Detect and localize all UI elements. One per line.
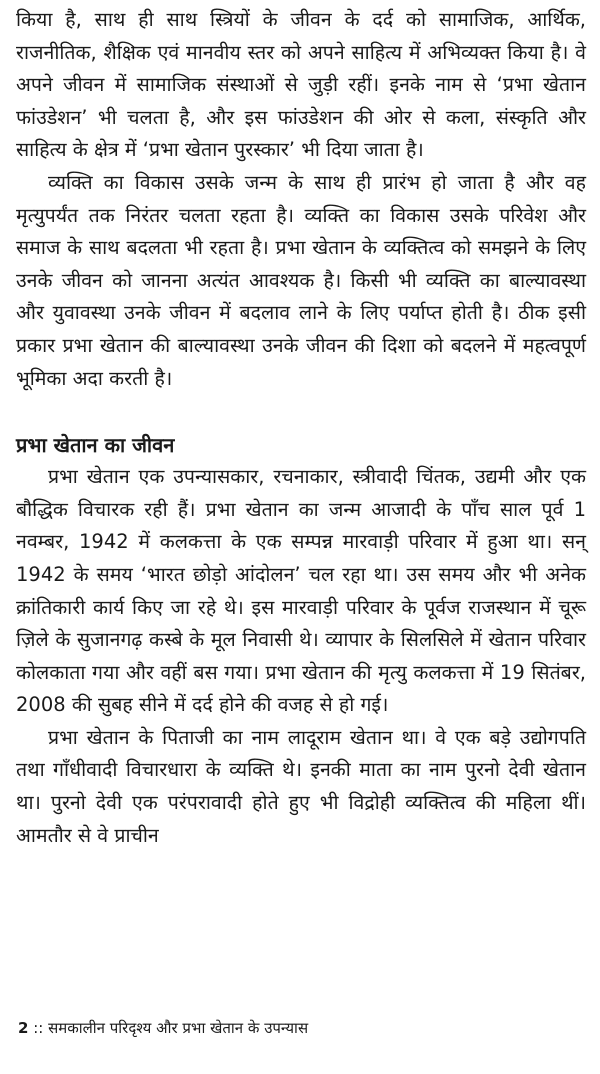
page-number: 2 bbox=[18, 1019, 29, 1037]
page-footer bbox=[18, 1018, 308, 1038]
body-paragraph-2: व्यक्ति का विकास उसके जन्म के साथ ही प्रारंभ हो जाता है और वह मृत्युपर्यंत तक निरंतर चलता रहता है। व्यक्ति का विकास उसके परिवेश और समाज के साथ बदलता भी रहता है। प्रभा खेतान के व्यक्तित्व को समझने के लिए उनके जीवन को जानना अत्यंत आवश्यक है। किसी भी व्यक्ति का बाल्यावस्था और युवावस्था उनके जीवन में बदलाव लाने के लिए पर्याप्त होती है। ठीक इसी प्रकार प्रभा खेतान की बाल्यावस्था उनके जीवन की दिशा को बदलने में महत्वपूर्ण भूमिका अदा करती है। bbox=[16, 170, 586, 390]
footer-separator: :: bbox=[33, 1019, 44, 1037]
section-heading: प्रभा खेतान का जीवन bbox=[16, 433, 175, 458]
body-paragraph-4: प्रभा खेतान के पिताजी का नाम लादूराम खेतान था। वे एक बड़े उद्योगपति तथा गाँधीवादी विचारधारा के व्यक्ति थे। इनकी माता का नाम पुरनो देवी खेतान था। पुरनो देवी एक परंपरावादी होते हुए भी विद्रोही व्यक्तित्व की महिला थीं। आमतौर से वे प्राचीन bbox=[16, 725, 586, 847]
body-paragraph-1: किया है, साथ ही साथ स्त्रियों के जीवन के दर्द को सामाजिक, आर्थिक, राजनीतिक, शैक्षिक एवं मानवीय स्तर को अपने साहित्य में अभिव्यक्त किया है। वे अपने जीवन में सामाजिक संस्थाओं से जुड़ी रहीं। इनके नाम से ‘प्रभा खेतान फांउडेशन’ भी चलता है, और इस फांउडेशन की ओर से कला, संस्कृति और साहित्य के क्षेत्र में ‘प्रभा खेतान पुरस्कार’ भी दिया जाता है। bbox=[16, 8, 586, 162]
body-paragraph-3: प्रभा खेतान एक उपन्यासकार, रचनाकार, स्त्रीवादी चिंतक, उद्यमी और एक बौद्धिक विचारक रही हैं। प्रभा खेतान का जन्म आजादी के पाँच साल पूर्व 1 नवम्बर, 1942 में कलकत्ता के एक सम्पन्न मारवाड़ी परिवार में हुआ था। सन् 1942 के समय ‘भारत छोड़ो आंदोलन’ चल रहा था। उस समय और भी अनेक क्रांतिकारी कार्य किए जा रहे थे। इस मारवाड़ी परिवार के पूर्वज राजस्थान में चूरू ज़िले के सुजानगढ़ कस्बे के मूल निवासी थे। व्यापार के सिलसिले में खेतान परिवार कोलकाता गया और वहीं बस गया। प्रभा खेतान की मृत्यु कलकत्ता में 19 सितंबर, 2008 की सुबह सीने में दर्द होने की वजह से हो गई। bbox=[16, 465, 586, 717]
footer-book-title: समकालीन परिदृश्य और प्रभा खेतान के उपन्यास bbox=[48, 1019, 309, 1037]
